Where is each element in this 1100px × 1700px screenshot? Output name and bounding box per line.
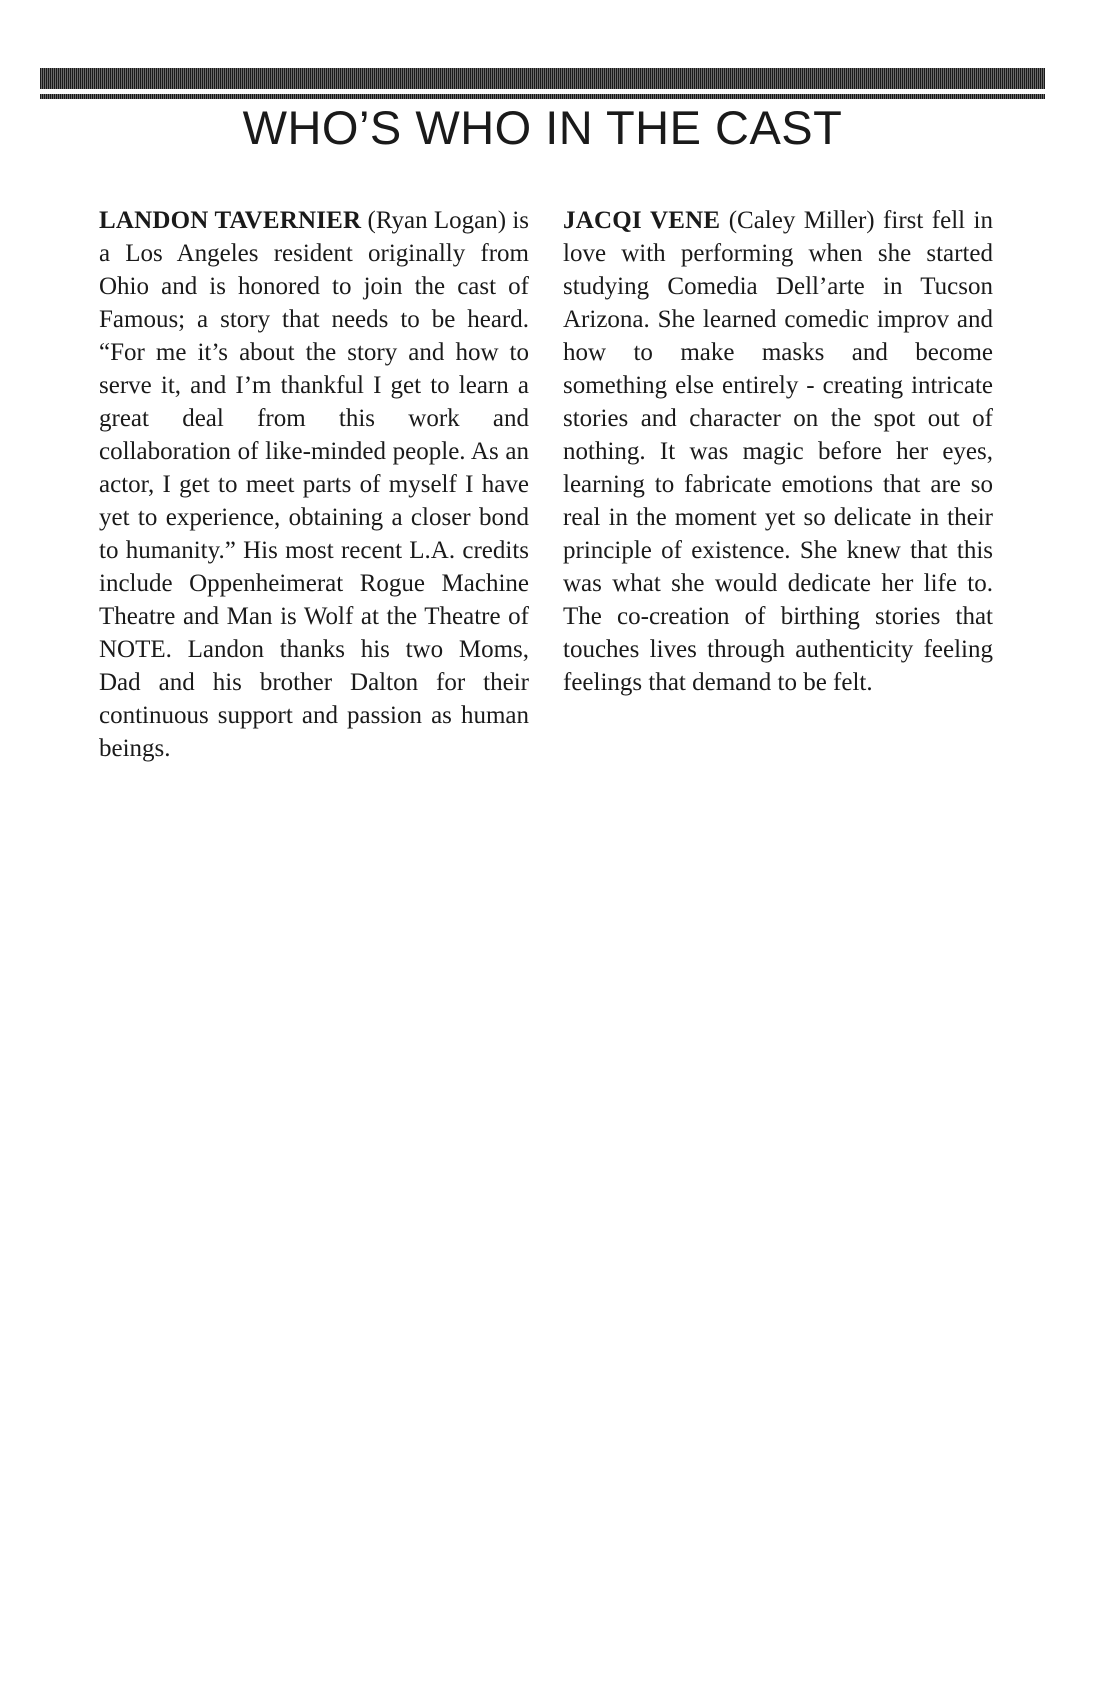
bio-name: LANDON TAVERNIER: [99, 207, 362, 234]
bio-jacqi-vene: [563, 204, 993, 699]
bio-text: (Caley Miller) first fell in love with performing when she started studying Comedia Dell’arte in Tucson Arizona. She learned comedic improv and how to make masks and become something else entirely - creating intricate stories and character on the spot out of nothing. It was magic before her eyes, learning to fabricate emotions that are so real in the moment yet so delicate in their principle of existence. She knew that this was what she would dedicate her life to. The co-creation of birthing stories that touches lives through authenticity feeling feelings that demand to be felt.: [563, 207, 993, 696]
header-rule-thick: [40, 68, 1045, 89]
bio-landon-tavernier: [99, 204, 529, 765]
bio-text: (Ryan Logan) is a Los Angeles resident originally from Ohio and is honored to join the cast of Famous; a story that needs to be heard. “For me it’s about the story and how to serve it, and I’m thankful I get to learn a great deal from this work and collaboration of like-minded people. As an actor, I get to meet parts of myself I have yet to experience, obtaining a closer bond to humanity.” His most recent L.A. credits include Oppenheimerat Rogue Machine Theatre and Man is Wolf at the Theatre of NOTE. Landon thanks his two Moms, Dad and his brother Dalton for their continuous support and passion as human beings.: [99, 207, 530, 762]
page-title: WHO’S WHO IN THE CAST: [242, 101, 843, 154]
header-rule-thin: [40, 94, 1045, 99]
bio-name: JACQI VENE: [563, 207, 721, 234]
